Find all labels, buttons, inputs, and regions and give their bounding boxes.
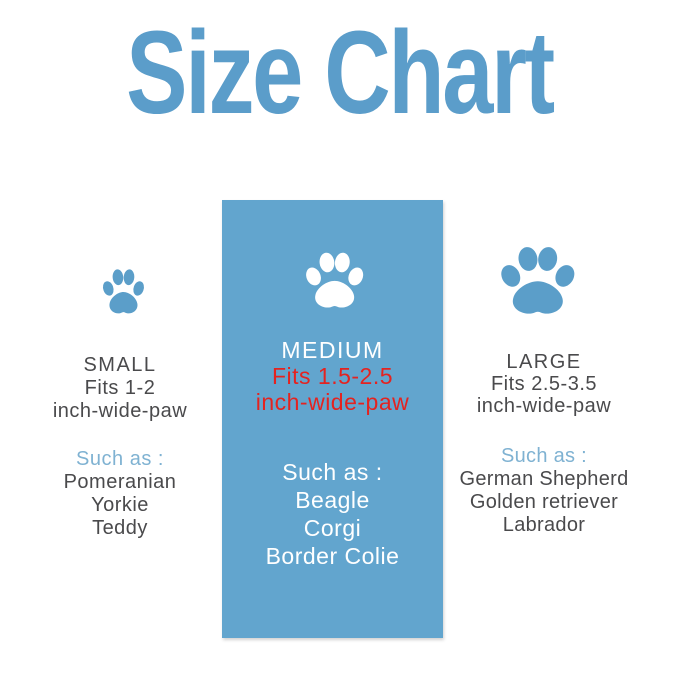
breed-name: Golden retriever — [469, 491, 619, 513]
breed-name: Border Colie — [265, 543, 400, 569]
breed-name: Pomeranian — [63, 471, 177, 493]
breed-name: Yorkie — [91, 494, 149, 516]
breed-name: Corgi — [303, 515, 362, 541]
small-size-info — [28, 354, 212, 423]
large-size-info — [448, 351, 640, 417]
large-such-as-label: Such as : — [500, 445, 588, 467]
paw-icon-large — [496, 239, 578, 319]
small-fits-unit: inch-wide-paw — [52, 400, 188, 422]
small-such-as-label: Such as : — [76, 448, 164, 470]
small-fits-range: Fits 1-2 — [84, 377, 156, 399]
medium-breed-list — [222, 458, 443, 570]
breed-name: German Shepherd — [459, 468, 629, 490]
medium-size-info — [222, 337, 443, 415]
paw-icon-small — [100, 264, 146, 317]
large-fits-range: Fits 2.5-3.5 — [490, 373, 598, 395]
large-fits-unit: inch-wide-paw — [476, 395, 612, 417]
breed-name: Teddy — [92, 517, 148, 539]
medium-fits-range: Fits 1.5-2.5 — [271, 363, 394, 389]
medium-such-as-label: Such as : — [282, 459, 383, 485]
page-title — [0, 7, 679, 139]
breed-name: Labrador — [502, 514, 586, 536]
medium-size-label: MEDIUM — [281, 337, 384, 363]
medium-fits-unit: inch-wide-paw — [255, 389, 410, 415]
breed-name: Beagle — [295, 487, 370, 513]
small-breed-list — [28, 448, 212, 540]
large-breed-list — [448, 445, 640, 537]
large-size-label: LARGE — [506, 351, 582, 373]
small-size-label: SMALL — [83, 354, 157, 376]
page-title-text: Size Chart — [126, 7, 553, 139]
paw-icon-medium — [302, 246, 366, 312]
